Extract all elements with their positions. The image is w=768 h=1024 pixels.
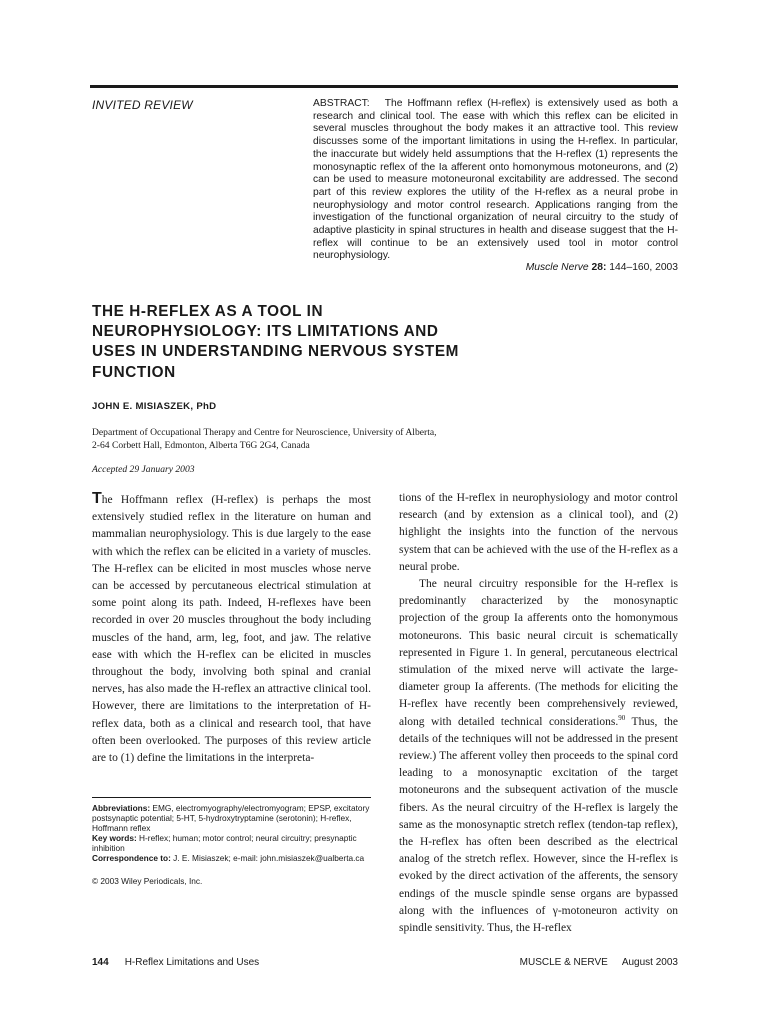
footnote-label: Correspondence to: [92, 852, 171, 863]
copyright-notice: © 2003 Wiley Periodicals, Inc. [92, 876, 203, 886]
body-paragraph: tions of the H-reflex in neurophysiology and motor control research (and by extension as a clinical tool), and (2) highlight the insights into the function of the nervous system that can be achieved with the use of the H-reflex as a neural probe. [399, 492, 678, 573]
abstract-label: ABSTRACT: [313, 98, 370, 109]
citation [313, 262, 678, 273]
body-column-right [399, 490, 678, 937]
issue-date: August 2003 [621, 957, 678, 968]
citation-pages: 144–160, 2003 [609, 262, 678, 273]
abstract-text: The Hoffmann reflex (H-reflex) is extensively used as both a research and clinical tool. The ease with which this reflex can be elicited in several muscles throughout the body makes it an attractive tool. This review discusses some of the important limitations in using the H-reflex. In particular, the inaccurate but widely held assumptions that the H-reflex (1) represents the monosynaptic reflex of the Ia afferent onto homonymous motoneurons, and (2) can be used to measure motoneuronal excitability are addressed. The second part of this review explores the utility of the H-reflex as a neural probe in neurophysiology and motor control research. Applications ranging from the investigation of the functional organization of neural circuitry to the study of adaptive plasticity in spinal structures in health and disease suggest that the H-reflex will continue to be an extensively used tool in motor control neurophysiology. [313, 98, 678, 262]
drop-cap: T [92, 490, 102, 507]
article-type-label: INVITED REVIEW [92, 98, 193, 112]
body-paragraph-text: Thus, the details of the techniques will not be addressed in the present review.) The afferent volley then proceeds to the spinal cord leading to a monosynaptic excitation of the target motoneurons and the subsequent activation of the muscle fibers. As the neural circuitry of the H-reflex is largely the same as the monosynaptic stretch reflex (tendon-tap reflex), the H-reflex has often been described as the electrical analog of the stretch reflex. However, since the H-reflex is evoked by the direct activation of the afferents, the sensory endings of the muscle spindle sense organs are bypassed along with the influences of γ-motoneuron activity on spindle sensitivity. Thus, the H-reflex [399, 715, 678, 935]
footnote-correspondence [92, 854, 371, 864]
footnote-text: J. E. Misiaszek; e-mail: john.misiaszek@ualberta.ca [173, 852, 365, 863]
affiliation-line-1: Department of Occupational Therapy and Centre for Neuroscience, University of Alberta, [92, 427, 437, 438]
footnote-text: H-reflex; human; motor control; neural circuitry; presynaptic inhibition [92, 832, 357, 853]
footnote-rule [92, 797, 371, 798]
affiliation-line-2: 2-64 Corbett Hall, Edmonton, Alberta T6G 2G4, Canada [92, 440, 310, 451]
body-column-left [92, 490, 371, 767]
footnote-label: Key words: [92, 832, 137, 843]
article-title: THE H-REFLEX AS A TOOL IN NEUROPHYSIOLOGY: ITS LIMITATIONS AND USES IN UNDERSTANDING NERVOUS SYSTEM FUNCTION [92, 303, 459, 381]
footnote-abbreviations [92, 804, 371, 834]
body-paragraph-text: he Hoffmann reflex (H-reflex) is perhaps the most extensively studied reflex in the literature on human and mammalian neurophysiology. This is due largely to the ease with which the reflex can be elicited in a variety of muscles. The H-reflex can be elicited in most muscles whose nerve can be accessed by percutaneous electrical stimulation at some point along its path. Indeed, H-reflexes have been recorded in over 20 muscles throughout the body including muscles of the hand, arm, leg, foot, and jaw. The relative ease with which the H-reflex can be elicited in muscles throughout the body, involving both spinal and cranial nerves, has also made the H-reflex an attractive clinical tool. However, there are limitations to the interpretation of H-reflex data, both as a clinical and research tool, that have often been overlooked. The purposes of this review article are to (1) define the limitations in the interpreta- [92, 494, 371, 765]
author-affiliation [92, 426, 512, 452]
page-number: 144 [92, 957, 109, 968]
footnote-keywords [92, 834, 371, 854]
citation-volume: 28: [591, 262, 607, 273]
page-footer-right [520, 957, 678, 968]
reference-marker: 90 [618, 713, 626, 722]
footnote-text: EMG, electromyography/electromyogram; EPSP, excitatory postsynaptic potential; 5-HT, 5-hydroxytryptamine (serotonin); H-reflex, Hoffmann reflex [92, 803, 370, 833]
running-title: H-Reflex Limitations and Uses [124, 957, 260, 968]
header-rule [90, 85, 678, 88]
body-paragraph [92, 490, 371, 767]
footnote-label: Abbreviations: [92, 803, 151, 813]
abstract [313, 98, 678, 263]
body-paragraph-text: The neural circuitry responsible for the H-reflex is predominantly characterized by the monosynaptic projection of the group Ia afferents onto the homonymous motoneurons. This basic neural circuit is schematically represented in Figure 1. In general, percutaneous electrical stimulation of the mixed nerve will activate the large-diameter group Ia afferents. (The methods for eliciting the H-reflex have recently been comprehensively reviewed, along with detailed technical considerations. [399, 578, 678, 728]
citation-journal: Muscle Nerve [525, 262, 589, 273]
footnotes [92, 804, 371, 863]
accepted-date: Accepted 29 January 2003 [92, 464, 195, 475]
body-paragraph [399, 576, 678, 937]
journal-name: MUSCLE & NERVE [519, 957, 608, 968]
author-name: JOHN E. MISIASZEK, PhD [92, 401, 217, 412]
page-footer-left [92, 957, 259, 968]
